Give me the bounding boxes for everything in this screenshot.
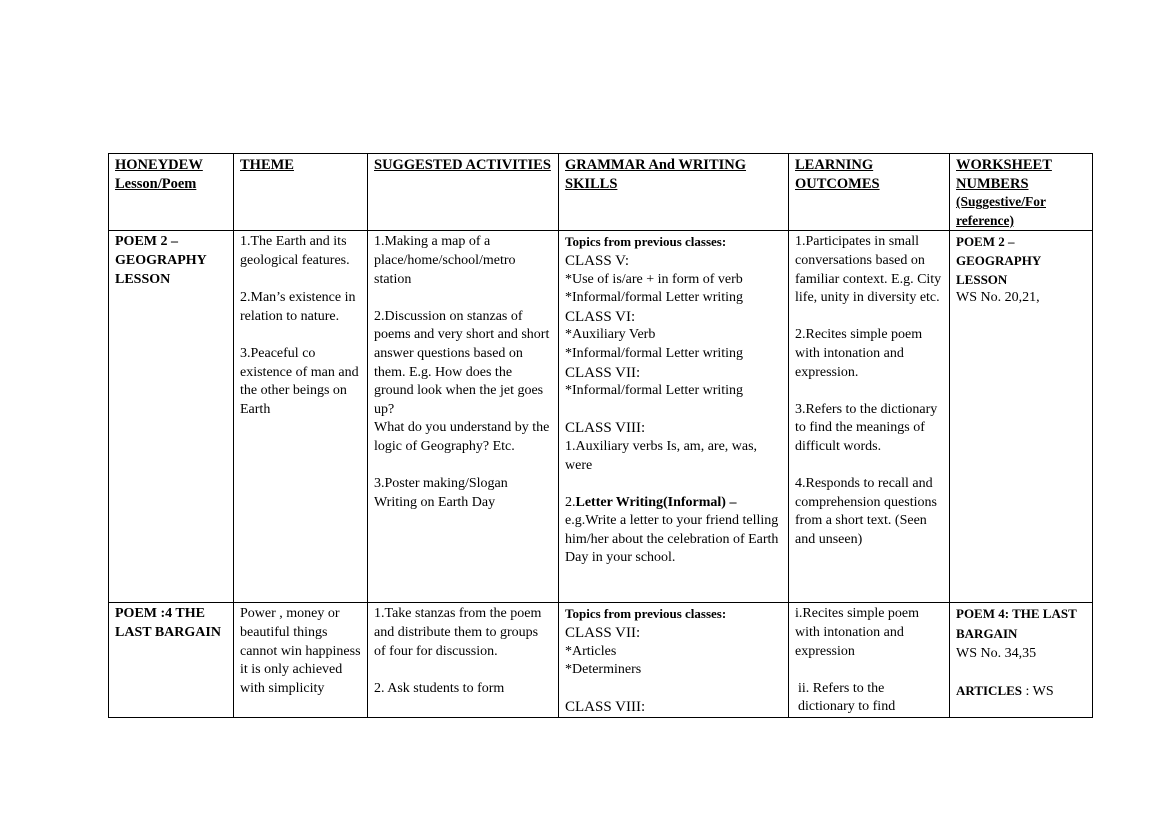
header-theme: THEME	[234, 154, 368, 231]
header-grammar: GRAMMAR And WRITING SKILLS	[559, 154, 789, 231]
lesson-plan-table	[108, 153, 1093, 718]
table-header-row	[109, 154, 1093, 231]
grammar-cell: Topics from previous classes: CLASS V: *Use of is/are + in form of verb *Informal/formal Letter writing CLASS VI: *Auxiliary Verb *Informal/formal Letter writing CLASS VII: *Informal/formal Letter writing CLASS VIII: 1.Auxiliary verbs Is, am, are, was, were 2.Letter Writing(Informal) – e.g.Write a letter to your friend telling him/her about the celebration of Earth Day in your school.	[559, 231, 789, 603]
outcomes-cell: i.Recites simple poem with intonation and expression ii. Refers to the dictionary to find	[789, 603, 950, 718]
outcomes-cell: 1.Participates in small conversations based on familiar context. E.g. City life, unity in diversity etc. 2.Recites simple poem with intonation and expression. 3.Refers to the dictionary to find the meanings of difficult words. 4.Responds to recall and comprehension questions from a short text. (Seen and unseen)	[789, 231, 950, 603]
activities-cell: 1.Take stanzas from the poem and distribute them to groups of four for discussion. 2. Ask students to form	[368, 603, 559, 718]
table-row	[109, 231, 1093, 603]
theme-cell: Power , money or beautiful things cannot win happiness it is only achieved with simplicity	[234, 603, 368, 718]
worksheet-cell: POEM 2 – GEOGRAPHY LESSON WS No. 20,21,	[950, 231, 1093, 603]
theme-cell: 1.The Earth and its geological features. 2.Man’s existence in relation to nature. 3.Peaceful co existence of man and the other beings on Earth	[234, 231, 368, 603]
grammar-cell: Topics from previous classes: CLASS VII: *Articles *Determiners CLASS VIII:	[559, 603, 789, 718]
header-worksheet: WORKSHEET NUMBERS (Suggestive/For reference)	[950, 154, 1093, 231]
activities-cell: 1.Making a map of a place/home/school/metro station 2.Discussion on stanzas of poems and very short and short answer questions based on them. E.g. How does the ground look when the jet goes up? What do you understand by the logic of Geography? Etc. 3.Poster making/Slogan Writing on Earth Day	[368, 231, 559, 603]
lesson-cell: POEM :4 THE LAST BARGAIN	[109, 603, 234, 718]
worksheet-cell: POEM 4: THE LAST BARGAIN WS No. 34,35 ARTICLES : WS	[950, 603, 1093, 718]
lesson-cell: POEM 2 – GEOGRAPHY LESSON	[109, 231, 234, 603]
header-outcomes: LEARNING OUTCOMES	[789, 154, 950, 231]
header-worksheet-note: (Suggestive/For reference)	[956, 194, 1046, 228]
table-row	[109, 603, 1093, 718]
header-lesson: HONEYDEW Lesson/Poem	[109, 154, 234, 231]
header-activities: SUGGESTED ACTIVITIES	[368, 154, 559, 231]
